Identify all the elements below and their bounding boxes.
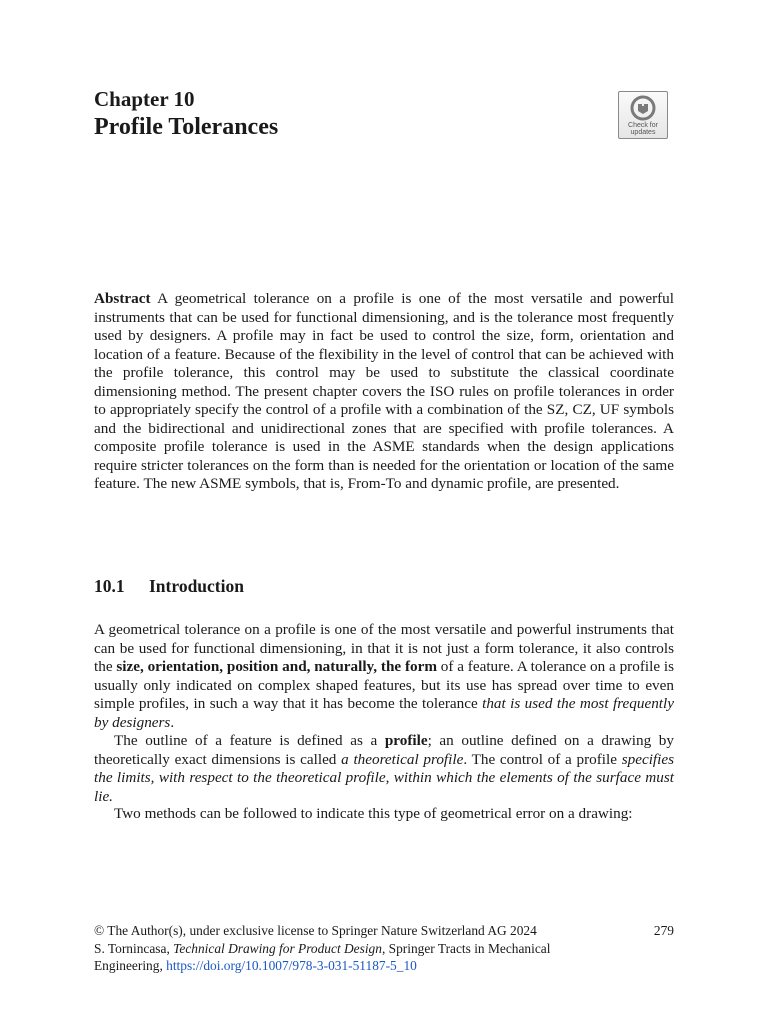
intro-p2-bold: profile [384, 732, 428, 749]
intro-p1-bold: size, orientation, position and, naturally, the form [116, 658, 437, 675]
intro-paragraph-2 [94, 732, 674, 806]
check-for-updates-text: Check for updates [628, 122, 658, 136]
check-for-updates-icon [630, 95, 656, 121]
section-heading [94, 576, 244, 596]
check-for-updates-badge[interactable] [618, 91, 668, 139]
intro-p1-text-c: of a feature. A tolerance on a profile is usually only indicated on complex shaped features, but its use has spread over time to even simple profiles, in such a way that it has become the tolerance [94, 658, 674, 712]
intro-p2-text-e: . The control of a profile [463, 750, 622, 768]
intro-p2-text-a: The outline of a feature is defined as a [114, 732, 385, 749]
citation-line-2 [94, 957, 674, 975]
citation-author: S. Tornincasa, [94, 940, 174, 956]
intro-paragraph-3: Two methods can be followed to indicate this type of geometrical error on a drawing: [114, 805, 633, 822]
section-title: Introduction [149, 576, 244, 596]
copyright-line: © The Author(s), under exclusive license to Springer Nature Switzerland AG 2024 [94, 923, 537, 938]
page [94, 0, 674, 1024]
page-number: 279 [653, 923, 674, 938]
footer [94, 922, 674, 975]
doi-link[interactable]: https://doi.org/10.1007/978-3-031-51187-5_10 [166, 958, 417, 973]
intro-p2-italic-2: specifies the limits, with respect to the theoretical profile, within which the elements of the surface must lie. [94, 750, 674, 805]
citation-book: Technical Drawing for Product Design [173, 940, 382, 956]
intro-p2-italic-1: a theoretical profile [341, 750, 464, 768]
intro-p1-text-a: A geometrical tolerance on a profile is one of the most versatile and powerful instruments that can be used for functional dimensioning, in that it is not just a form tolerance, it also controls the [94, 621, 674, 675]
abstract-text: A geometrical tolerance on a profile is one of the most versatile and powerful instruments that can be used for functional dimensioning, and is the tolerance most frequently used by designers. A profile may in fact be used to control the size, form, orientation and location of a feature. Because of the flexibility in the level of control that can be achieved with the profile tolerance, this control may be used to substitute the classical coordinate dimensioning method. The present chapter covers the ISO rules on profile tolerances in order to appropriately specify the control of a profile with a combination of the SZ, CZ, UF symbols and the bidirectional and unidirectional zones that are specified with profile tolerances. A composite profile tolerance is used in the ASME standards when the design applications require stricter tolerances on the form than is needed for the orientation or location of the same feature. The new ASME symbols, that is, From-To and dynamic profile, are presented. [94, 290, 674, 492]
intro-p1-italic: that is used the most frequently by designers [94, 695, 674, 731]
citation-series-2: Engineering, [94, 958, 167, 973]
citation-series: , Springer Tracts in Mechanical [381, 940, 551, 956]
intro-paragraph-1 [94, 621, 674, 732]
intro-p2-text-c: ; an outline defined on a drawing by theoretically exact dimensions is called [94, 732, 674, 768]
citation-line [94, 940, 674, 958]
abstract-label: Abstract [94, 290, 151, 307]
abstract-paragraph [94, 290, 674, 494]
section-number: 10.1 [94, 576, 125, 596]
intro-p1-text-e: . [170, 713, 175, 731]
chapter-label: Chapter 10 [94, 87, 195, 111]
chapter-title: Profile Tolerances [94, 114, 279, 140]
